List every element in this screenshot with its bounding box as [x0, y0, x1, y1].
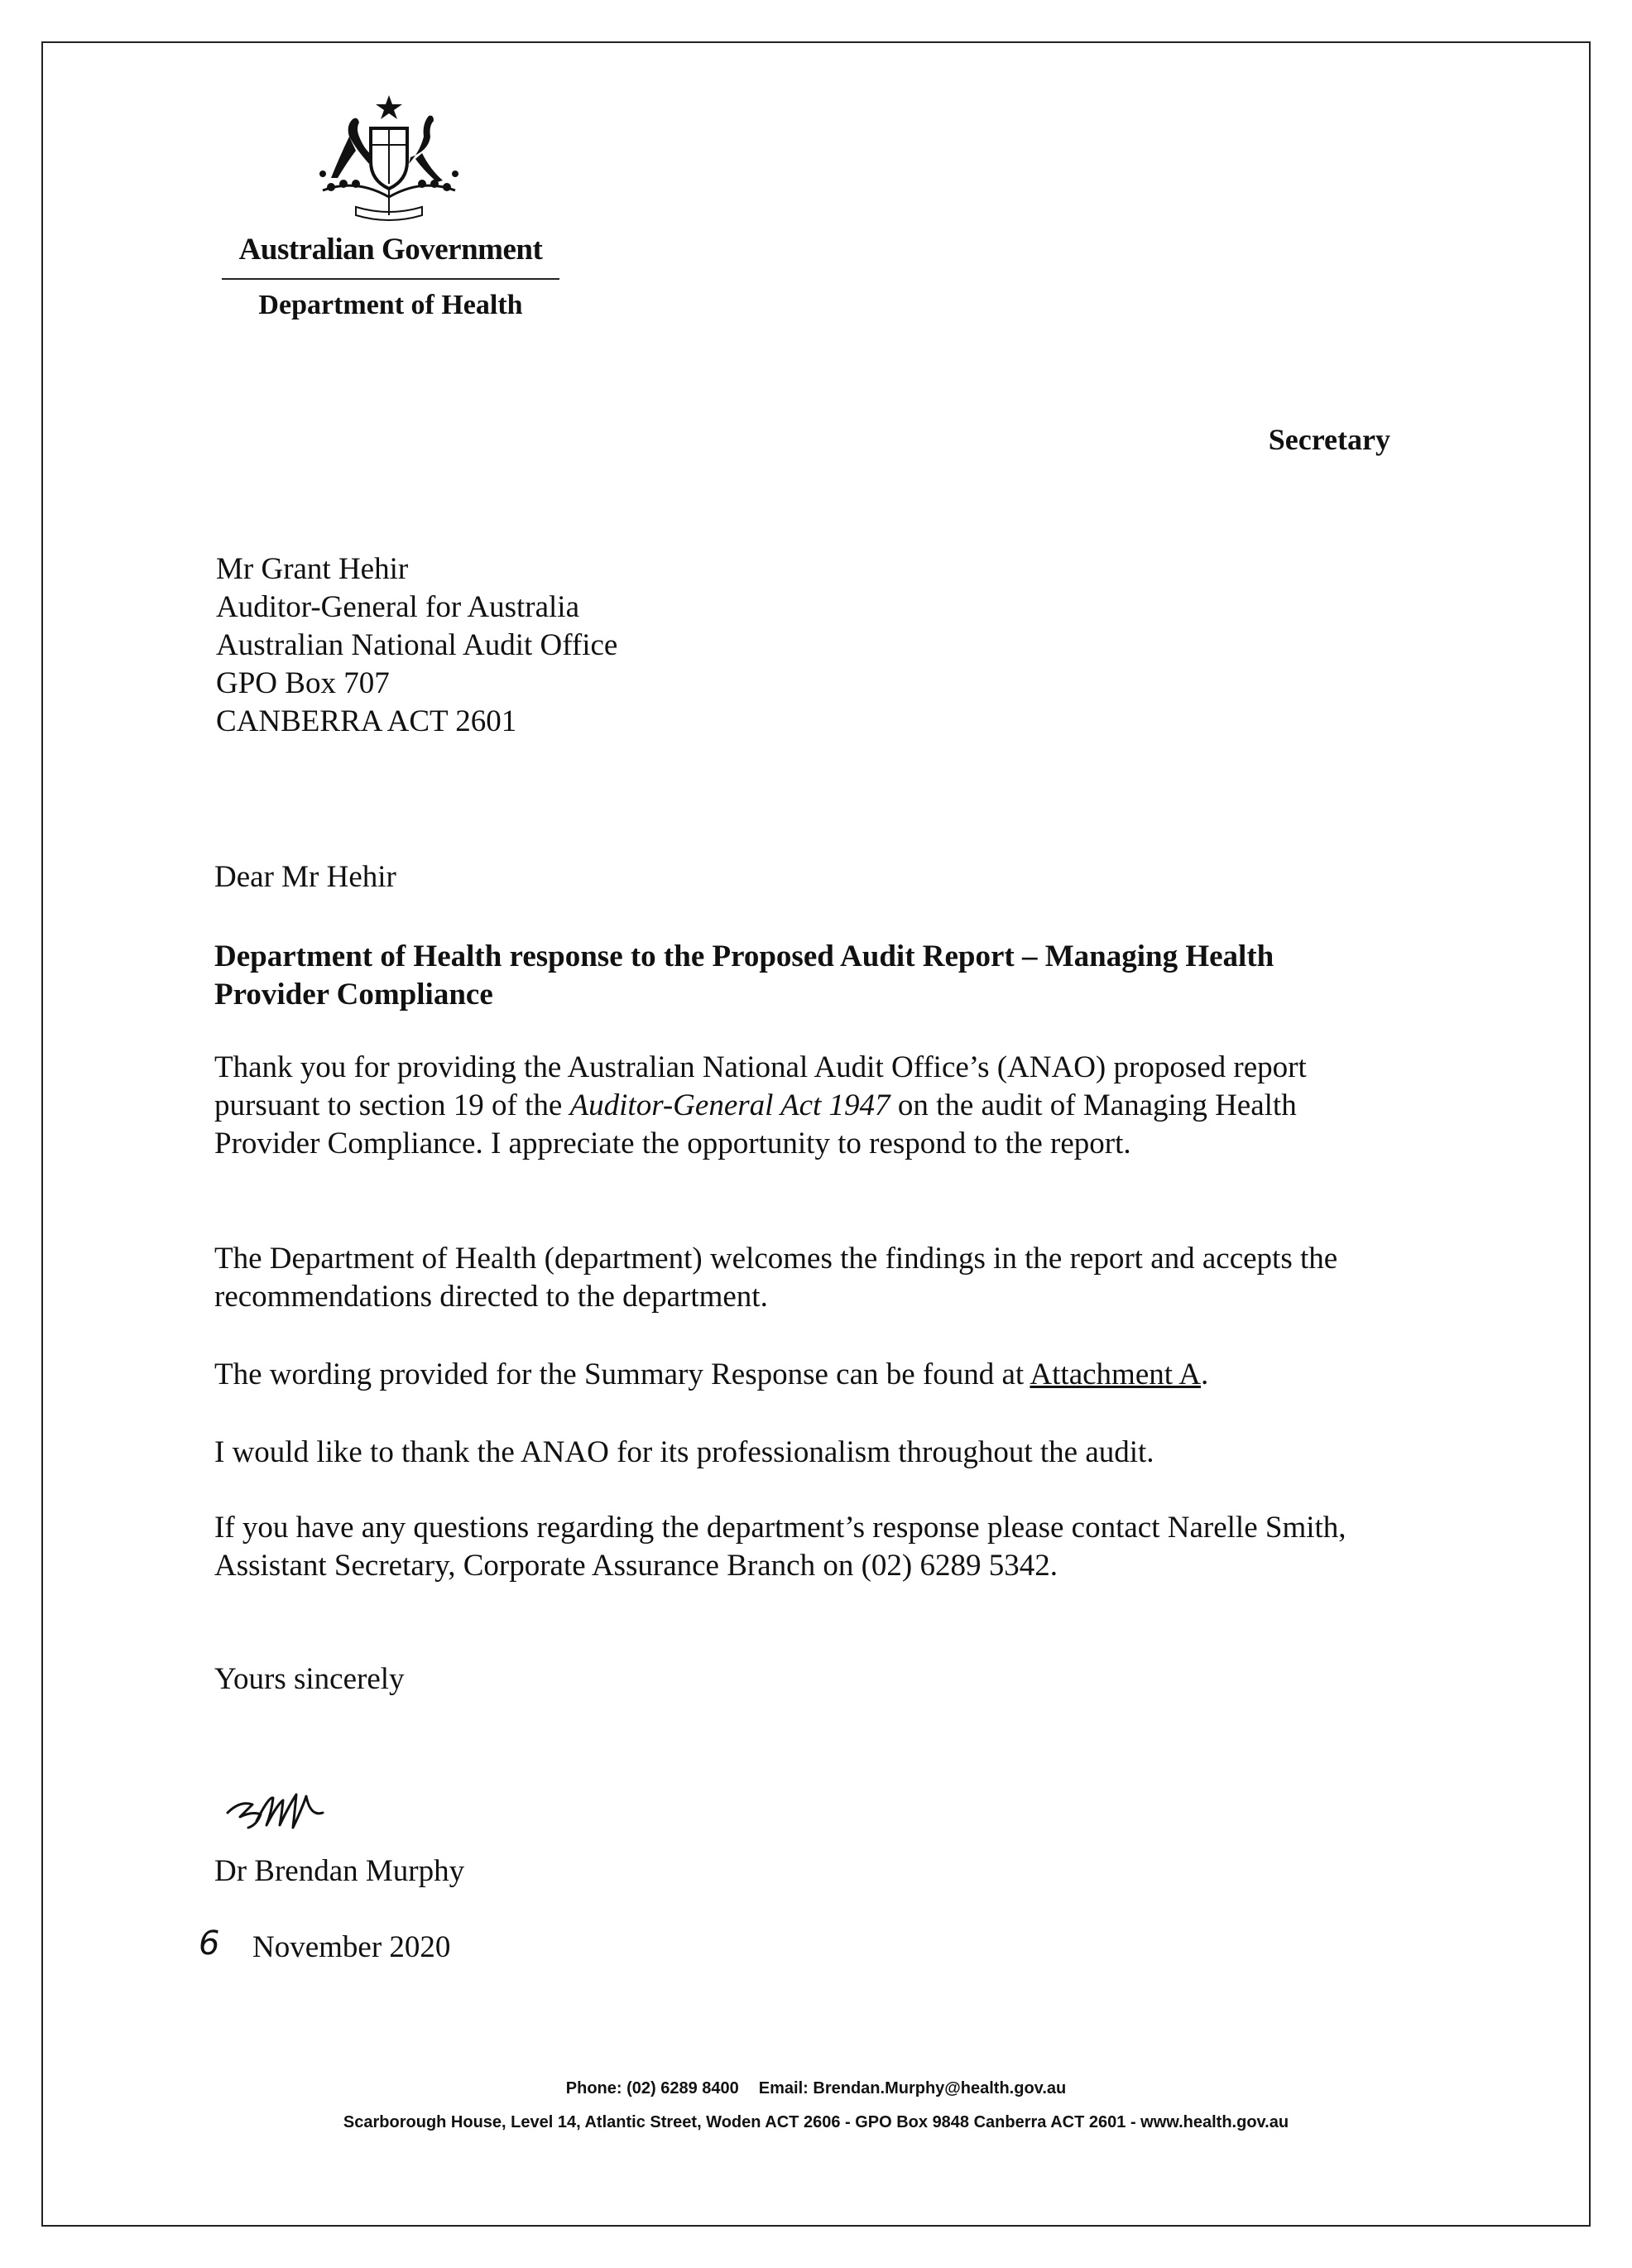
date-day-handwritten: 6 [199, 1924, 220, 1963]
recipient-address [216, 550, 617, 741]
paragraph-text: The wording provided for the Summary Response can be found at [214, 1357, 1030, 1391]
signatory-name: Dr Brendan Murphy [214, 1854, 465, 1888]
closing: Yours sincerely [214, 1662, 405, 1696]
coat-of-arms-icon [298, 91, 480, 232]
phone-label: Phone: [565, 2079, 622, 2097]
paragraph-text: on the audit of Managing Health Provider Compliance. I appreciate the opportunity to respond to the report. [214, 1088, 1297, 1160]
salutation: Dear Mr Hehir [214, 860, 396, 894]
footer-contact [0, 2079, 1632, 2098]
footer-address: Scarborough House, Level 14, Atlantic Street, Woden ACT 2606 - GPO Box 9848 Canberra ACT 2601 - www.health.gov.au [343, 2113, 1289, 2131]
address-line: Mr Grant Hehir [216, 552, 409, 586]
address-line: GPO Box 707 [216, 666, 390, 700]
sender-title: Secretary [1268, 423, 1390, 456]
paragraph-thanks [214, 1049, 1390, 1163]
department-name: Department of Health [258, 290, 523, 320]
attachment-reference: Attachment A [1030, 1357, 1201, 1391]
paragraph-contact: If you have any questions regarding the department’s response please contact Narelle Smith, Assistant Secretary, Corporate Assurance Branch on (02) 6289 5342. [214, 1511, 1346, 1583]
letter-date: November 2020 [252, 1930, 451, 1964]
email-address: Brendan.Murphy@health.gov.au [813, 2079, 1067, 2097]
act-title: Auditor-General Act 1947 [569, 1088, 890, 1122]
handwritten-signature [223, 1780, 356, 1838]
email-label: Email: [758, 2079, 809, 2097]
paragraph-summary-response [214, 1356, 1390, 1394]
letterhead-divider [222, 278, 559, 280]
address-line: Auditor-General for Australia [216, 590, 579, 624]
phone-number: (02) 6289 8400 [626, 2079, 739, 2097]
paragraph-text: Thank you for providing the Australian National Audit Office’s (ANAO) proposed report pursuant to section 19 of the [214, 1050, 1307, 1122]
address-line: CANBERRA ACT 2601 [216, 704, 517, 738]
paragraph-text: . [1200, 1357, 1209, 1391]
address-line: Australian National Audit Office [216, 628, 618, 662]
subject-line: Department of Health response to the Proposed Audit Report – Managing Health Provider Compliance [214, 939, 1274, 1011]
paragraph-thank-anao: I would like to thank the ANAO for its professionalism throughout the audit. [214, 1435, 1154, 1469]
government-name: Australian Government [238, 233, 543, 267]
paragraph-welcomes: The Department of Health (department) welcomes the findings in the report and accepts the recommendations directed to the department. [214, 1242, 1338, 1314]
